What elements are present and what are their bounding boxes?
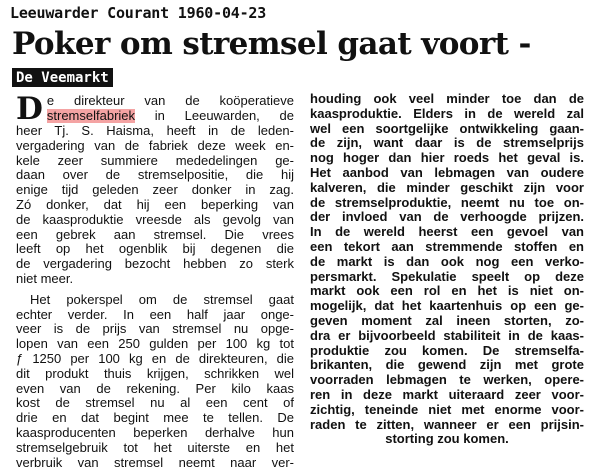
paragraph-1 <box>16 124 294 287</box>
article-line: daan over de stremselpositie, die hij <box>16 168 294 183</box>
article-line: ƒ 1250 per 100 kg en de direkteuren, die <box>16 351 294 366</box>
article-line: stremselgebruik tot het uiterste en het <box>16 440 294 455</box>
article-line: geven moment zal ineen storten, zo- <box>310 313 584 328</box>
article-line: de markt is dan ook nog een verko- <box>310 254 584 269</box>
article-line: de zijn, want daar is de stremselprijs <box>310 136 584 151</box>
headline: Poker om stremsel gaat voort - <box>12 26 531 62</box>
paragraph-2 <box>16 293 294 470</box>
highlighted-term: stremselfabriek <box>46 108 136 123</box>
article-line: kele zeer summiere mededelingen ge- <box>16 153 294 168</box>
article-line: echter verder. In een half jaar onge- <box>16 307 294 322</box>
article-line: markt ook een rol en het is niet on- <box>310 284 584 299</box>
article-line: kost de stremsel nu al een cent of <box>16 396 294 411</box>
article-line: de vergadering bezocht hebben zo sterk <box>16 257 294 272</box>
article-line: e direkteur van de koöperatieve <box>46 94 294 108</box>
article-line: heer Tj. S. Haisma, heeft in de leden- <box>16 124 294 138</box>
article-line: zichtig, teneinde niet met enorme voor- <box>310 402 584 417</box>
article-line: brikanten, die gewend zijn met grote <box>310 358 584 373</box>
article-line: lopen van een 250 gulden per 100 kg tot <box>16 337 294 352</box>
article-line: Het pokerspel om de stremsel gaat <box>30 292 294 307</box>
drop-cap: D <box>16 94 43 124</box>
article-line: drie en dat begint mee te tellen. De <box>16 411 294 426</box>
article-line: In de wereld heerst een gevoel van <box>310 225 584 240</box>
article-line: stremselfabriek in Leeuwarden, de <box>46 108 294 123</box>
section-label: De Veemarkt <box>12 68 113 87</box>
article-line: leeft op het ogenblik bij degenen die <box>16 242 294 257</box>
article-line: voorraden lebmagen te werken, opere- <box>310 373 584 388</box>
article-line: persmarkt. Spekulatie speelt op deze <box>310 269 584 284</box>
article-line: storting zou komen. <box>385 432 509 447</box>
article-line: Het aanbod van lebmagen van oudere <box>310 165 584 180</box>
article-line: enige tijd geleden zeer donker in zag. <box>16 183 294 198</box>
article-column-left <box>16 94 294 470</box>
article-line: kaasproduktie. Elders in de wereld zal <box>310 106 584 121</box>
article-line: een gebrek aan stremsel. Die vrees <box>16 227 294 242</box>
article-line: verbruik van stremsel neemt naar ver- <box>16 455 294 470</box>
article-line: produktie zou komen. De stremselfa- <box>310 343 584 358</box>
article-line: der invloed van de verhoogde prijzen. <box>310 210 584 225</box>
article-line: wel een soortgelijke ontwikkeling gaan- <box>310 121 584 136</box>
article-line: mogelijk, dat het kaartenhuis op een ge- <box>310 299 584 314</box>
article-line: niet meer. <box>16 271 74 286</box>
article-line: dra er bijvoorbeeld stabiliteit in de kaas- <box>310 328 584 343</box>
article-line: ren in deze markt uiteraard zeer voor- <box>310 387 584 402</box>
article-line: de stremselproduktie, neemt nu toe on- <box>310 195 584 210</box>
article-line: kaasproducenten beperken derhalve hun <box>16 425 294 440</box>
article-line: kalveren, die minder geschikt zijn voor <box>310 180 584 195</box>
article-line: vergadering van de fabriek deze week en- <box>16 138 294 153</box>
article-column-right <box>310 92 584 447</box>
article-line: een tekort aan stremmende stoffen en <box>310 239 584 254</box>
article-line: even van de rekening. Per kilo kaas <box>16 381 294 396</box>
article-line: nog hoger dan hier roeds het geval is. <box>310 151 584 166</box>
article-intro <box>16 94 294 124</box>
article-line: de kaasproduktie vreesde als gevolg van <box>16 212 294 227</box>
article-line: Zó donker, dat hij een beperking van <box>16 197 294 212</box>
article-line: veer is de prijs van stremsel nu opge- <box>16 322 294 337</box>
article-line: raden te zitten, wanneer er een prijsin- <box>310 417 584 432</box>
article-line: houding ook veel minder toe dan de <box>310 92 584 106</box>
source-line: Leeuwarder Courant 1960-04-23 <box>10 4 267 22</box>
article-line: dit produkt thuis krijgen, schrikken wel <box>16 366 294 381</box>
